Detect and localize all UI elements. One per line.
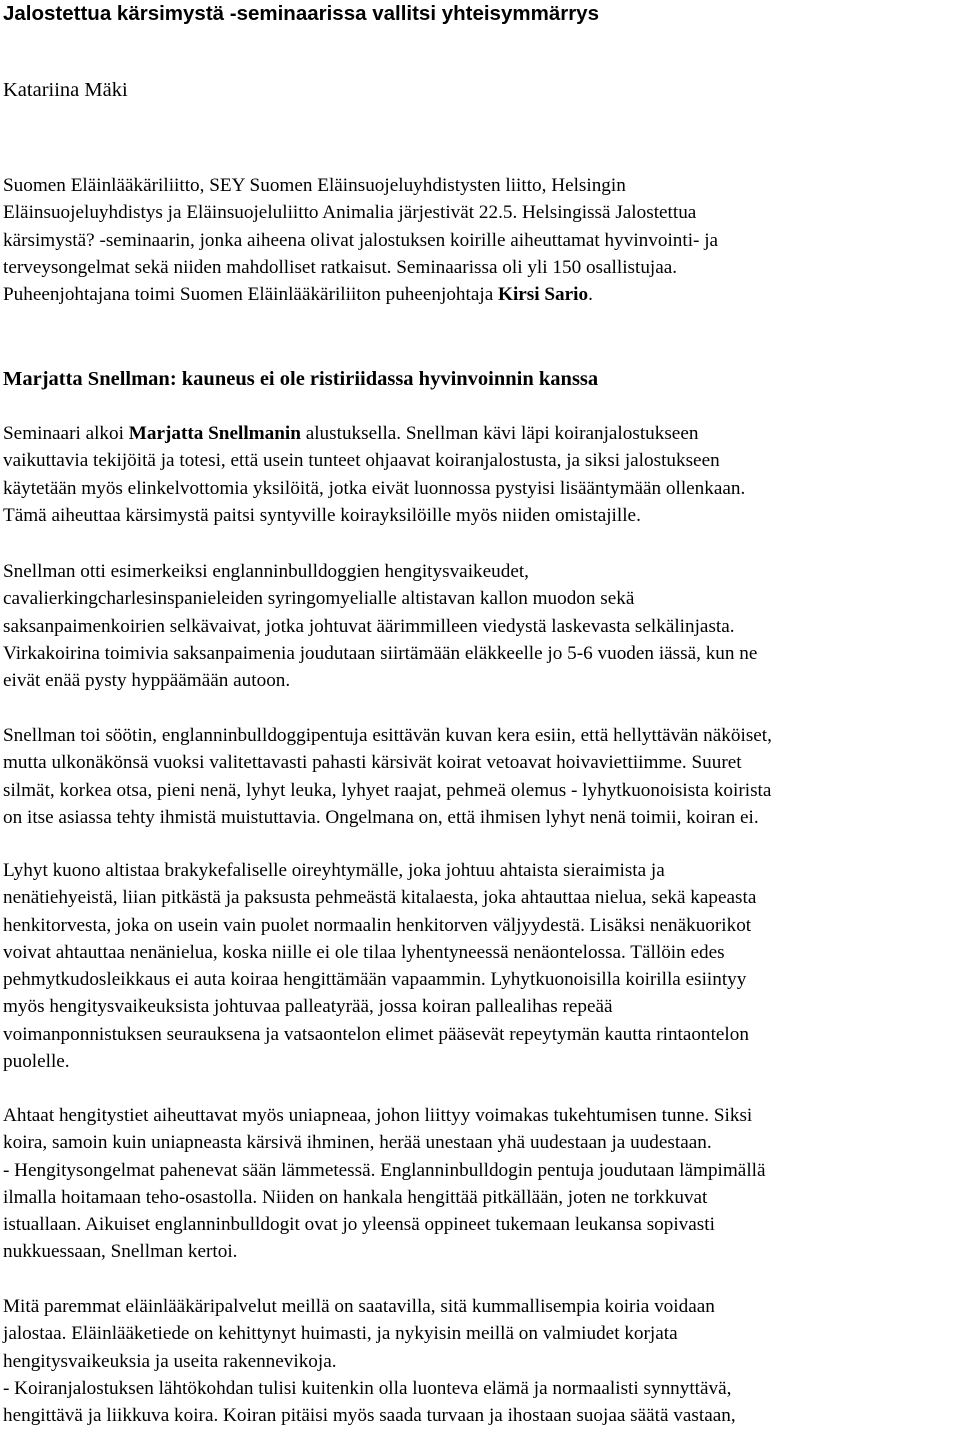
text-line: eivät enää pysty hyppäämään autoon. bbox=[3, 670, 291, 692]
text-line: - Hengitysongelmat pahenevat sään lämmetessä. Englanninbulldogin pentuja joudutaan lämpimällä bbox=[3, 1159, 766, 1181]
body-paragraph-2 bbox=[3, 558, 955, 694]
text-line: vaikuttavia tekijöitä ja totesi, että usein tunteet ohjaavat koiranjalostusta, ja siksi jalostukseen bbox=[3, 450, 720, 472]
text-line: voivat ahtauttaa nenänielua, koska niille ei ole tilaa lyhentyneessä nenäontelossa. Tällöin edes bbox=[3, 941, 725, 963]
text-line: Snellman toi söötin, englanninbulldoggipentuja esittävän kuvan kera esiin, että hellyttävän näköiset, bbox=[3, 725, 772, 746]
text-line: jalostaa. Eläinlääketiede on kehittynyt huimasti, ja nykyisin meillä on valmiudet korjata bbox=[3, 1323, 678, 1345]
speaker-name: Marjatta Snellmanin bbox=[128, 423, 301, 444]
text-line: terveysongelmat sekä niiden mahdolliset ratkaisut. Seminaarissa oli yli 150 osallistujaa. bbox=[3, 256, 678, 278]
text-line: pehmytkudosleikkaus ei auta koiraa hengittämään vapaammin. Lyhytkuonoisilla koirilla esiintyy bbox=[3, 969, 747, 991]
text-line: - Koiranjalostuksen lähtökohdan tulisi kuitenkin olla luonteva elämä ja normaalisti synnyttävä, bbox=[3, 1377, 732, 1399]
text-line: nukkuessaan, Snellman kertoi. bbox=[3, 1241, 238, 1263]
text-line bbox=[3, 420, 955, 447]
text-line: nenätiehyeistä, liian pitkästä ja paksusta pehmeästä kitalaesta, joka ahtauttaa nielua, sekä kapeasta bbox=[3, 887, 757, 909]
text-line: voimanponnistuksen seurauksena ja vatsaontelon elimet pääsevät repeytymän kautta rintaontelon bbox=[3, 1023, 749, 1045]
text-line: Virkakoirina toimivia saksanpaimenia joudutaan siirtämään eläkkeelle jo 5-6 vuoden iässä, kun ne bbox=[3, 642, 758, 664]
text-line bbox=[3, 281, 955, 308]
body-paragraph-5 bbox=[3, 1102, 955, 1266]
text-line: Suomen Eläinlääkäriliitto, SEY Suomen Eläinsuojeluyhdistysten liitto, Helsingin bbox=[3, 175, 626, 196]
text-line: cavalierkingcharlesinspanieleiden syringomyelialle altistavan kallon muodon sekä bbox=[3, 588, 635, 610]
body-paragraph-1 bbox=[3, 420, 955, 529]
text-fragment: alustuksella. Snellman kävi läpi koiranjalostukseen bbox=[300, 423, 699, 444]
text-line: Eläinsuojeluyhdistys ja Eläinsuojeluliitto Animalia järjestivät 22.5. Helsingissä Jalostettua bbox=[3, 202, 697, 224]
text-line: puolelle. bbox=[3, 1051, 70, 1073]
text-line: koira, samoin kuin uniapneasta kärsivä ihminen, herää unestaan yhä uudestaan ja uudestaan. bbox=[3, 1132, 712, 1154]
body-paragraph-4 bbox=[3, 857, 955, 1075]
article-author: Katariina Mäki bbox=[3, 79, 128, 101]
chair-name: Kirsi Sario bbox=[498, 284, 589, 306]
text-line: on itse asiassa tehty ihmistä muistuttavia. Ongelmana on, että ihmisen lyhyt nenä toimii, koiran ei. bbox=[3, 806, 759, 828]
text-line: Mitä paremmat eläinlääkäripalvelut meillä on saatavilla, sitä kummallisempia koiria voidaan bbox=[3, 1296, 715, 1317]
text-fragment: . bbox=[588, 284, 593, 306]
text-line: Snellman otti esimerkeiksi englanninbulldoggien hengitysvaikeudet, bbox=[3, 561, 529, 582]
text-line: Tämä aiheuttaa kärsimystä paitsi syntyville koirayksilöille myös niiden omistajille. bbox=[3, 504, 641, 526]
text-line: silmät, korkea otsa, pieni nenä, lyhyt leuka, lyhyet raajat, pehmeä olemus - lyhytkuonoisista koirista bbox=[3, 779, 772, 801]
intro-paragraph bbox=[3, 172, 955, 308]
text-line: hengittävä ja liikkuva koira. Koiran pitäisi myös saada turvaan ja ihostaan suojaa säätä vastaan, bbox=[3, 1405, 736, 1427]
section-heading: Marjatta Snellman: kauneus ei ole ristiriidassa hyvinvoinnin kanssa bbox=[3, 368, 599, 390]
text-line: hengitysvaikeuksia ja useita rakennevikoja. bbox=[3, 1350, 337, 1372]
body-paragraph-6 bbox=[3, 1293, 955, 1429]
body-paragraph-3 bbox=[3, 722, 955, 831]
text-line: käytetään myös elinkelvottomia yksilöitä, jotka eivät luonnossa pystyisi lisääntymään ollenkaan. bbox=[3, 477, 746, 499]
text-line: saksanpaimenkoirien selkävaivat, jotka johtuvat äärimmilleen viedystä laskevasta selkälinjasta. bbox=[3, 615, 735, 637]
text-fragment: Seminaari alkoi bbox=[3, 423, 129, 444]
text-line: Ahtaat hengitystiet aiheuttavat myös uniapneaa, johon liittyy voimakas tukehtumisen tunne. Siksi bbox=[3, 1105, 753, 1126]
text-line: Lyhyt kuono altistaa brakykefaliselle oireyhtymälle, joka johtuu ahtaista sieraimista ja bbox=[3, 860, 665, 881]
text-line: kärsimystä? -seminaarin, jonka aiheena olivat jalostuksen koirille aiheuttamat hyvinvointi- ja bbox=[3, 229, 719, 251]
article-title: Jalostettua kärsimystä -seminaarissa vallitsi yhteisymmärrys bbox=[3, 2, 599, 25]
text-line: henkitorvesta, joka on usein vain puolet normaalin henkitorven väljyydestä. Lisäksi nenäkuorikot bbox=[3, 914, 752, 936]
text-line: mutta ulkonäkönsä vuoksi valitettavasti pahasti kärsivät koirat vetoavat hoivaviettiimme. Suuret bbox=[3, 752, 742, 774]
text-line: istuallaan. Aikuiset englanninbulldogit ovat jo yleensä oppineet tukemaan leukansa sopivasti bbox=[3, 1214, 715, 1236]
text-line: myös hengitysvaikeuksista johtuvaa palleatyrää, jossa koiran pallealihas repeää bbox=[3, 996, 613, 1018]
text-fragment: Puheenjohtajana toimi Suomen Eläinlääkäriliiton puheenjohtaja bbox=[3, 284, 499, 306]
text-line: ilmalla hoitamaan teho-osastolla. Niiden on hankala hengittää pitkällään, joten ne torkkuvat bbox=[3, 1186, 708, 1208]
